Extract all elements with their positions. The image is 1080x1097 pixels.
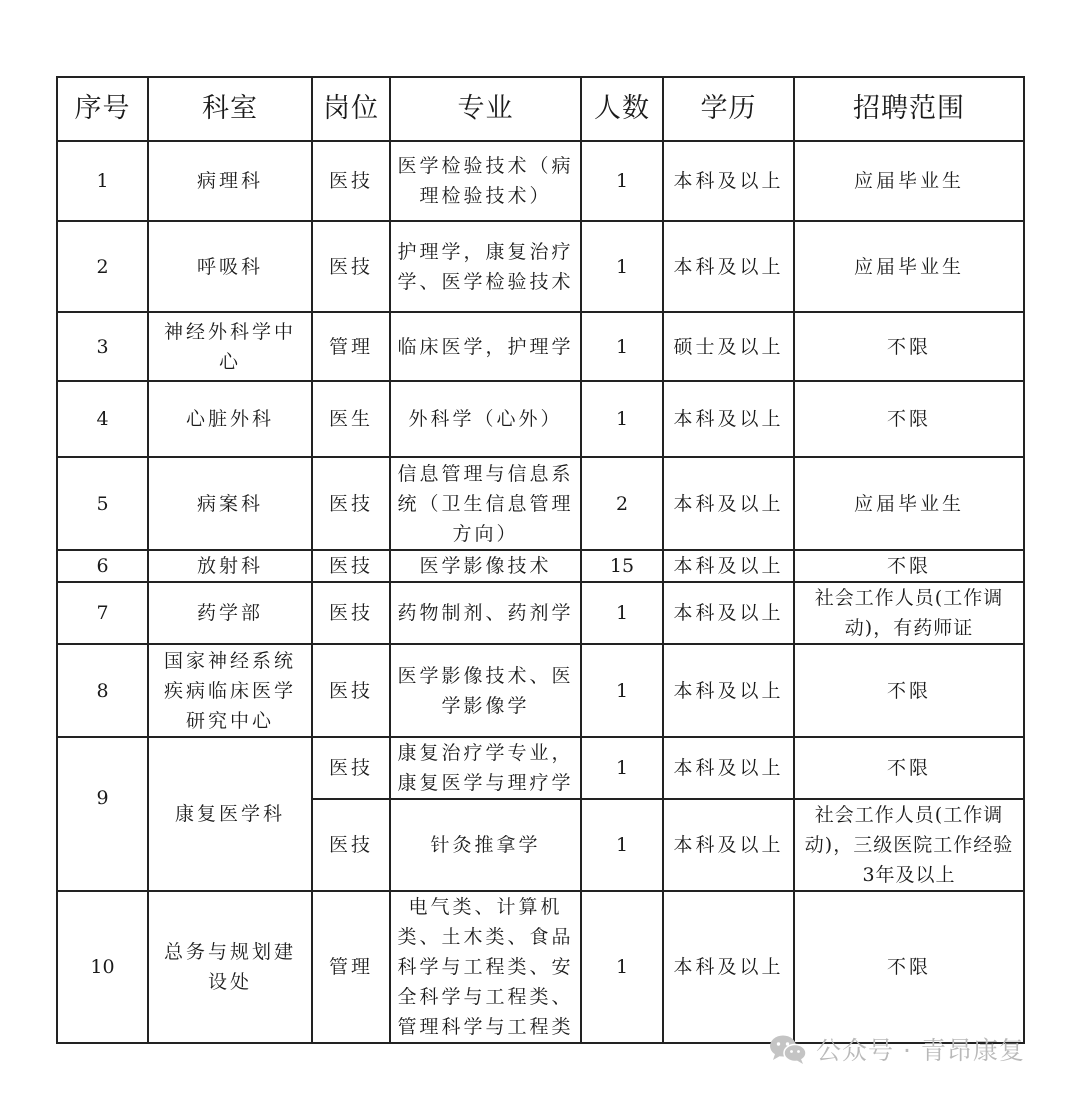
cell-major: 护理学，康复治疗学、医学检验技术 <box>390 221 581 312</box>
cell-post: 医技 <box>312 737 390 799</box>
cell-count: 1 <box>581 891 663 1043</box>
cell-scope: 不限 <box>794 644 1024 737</box>
table-row <box>57 457 1024 550</box>
cell-edu: 本科及以上 <box>663 221 794 312</box>
watermark-text: 公众号 · 青昂康复 <box>816 1036 1025 1065</box>
cell-post: 管理 <box>312 891 390 1043</box>
cell-edu: 本科及以上 <box>663 644 794 737</box>
header-seq: 序号 <box>57 77 148 141</box>
cell-edu: 硕士及以上 <box>663 312 794 381</box>
header-major: 专业 <box>390 77 581 141</box>
cell-edu: 本科及以上 <box>663 381 794 457</box>
cell-seq: 1 <box>57 141 148 221</box>
cell-edu: 本科及以上 <box>663 457 794 550</box>
cell-dept: 心脏外科 <box>148 381 312 457</box>
cell-post: 医技 <box>312 457 390 550</box>
cell-count: 1 <box>581 312 663 381</box>
cell-dept: 放射科 <box>148 550 312 582</box>
cell-seq: 9 <box>57 737 148 891</box>
cell-edu: 本科及以上 <box>663 141 794 221</box>
cell-dept: 病理科 <box>148 141 312 221</box>
cell-dept: 药学部 <box>148 582 312 644</box>
cell-post: 医技 <box>312 644 390 737</box>
cell-seq: 2 <box>57 221 148 312</box>
cell-count: 1 <box>581 737 663 799</box>
cell-post: 医技 <box>312 221 390 312</box>
header-scope: 招聘范围 <box>794 77 1024 141</box>
table-row <box>57 312 1024 381</box>
header-dept: 科室 <box>148 77 312 141</box>
cell-scope: 不限 <box>794 381 1024 457</box>
cell-post: 医技 <box>312 550 390 582</box>
cell-major: 电气类、计算机类、土木类、食品科学与工程类、安全科学与工程类、管理科学与工程类 <box>390 891 581 1043</box>
cell-major: 外科学（心外） <box>390 381 581 457</box>
cell-post: 医技 <box>312 799 390 891</box>
header-post: 岗位 <box>312 77 390 141</box>
table-row <box>57 550 1024 582</box>
cell-count: 15 <box>581 550 663 582</box>
cell-major: 药物制剂、药剂学 <box>390 582 581 644</box>
cell-post: 管理 <box>312 312 390 381</box>
cell-post: 医生 <box>312 381 390 457</box>
cell-dept: 康复医学科 <box>148 737 312 891</box>
cell-dept: 呼吸科 <box>148 221 312 312</box>
header-edu: 学历 <box>663 77 794 141</box>
cell-post: 医技 <box>312 141 390 221</box>
cell-scope: 应届毕业生 <box>794 221 1024 312</box>
cell-count: 1 <box>581 381 663 457</box>
cell-edu: 本科及以上 <box>663 891 794 1043</box>
cell-major: 医学影像技术 <box>390 550 581 582</box>
cell-edu: 本科及以上 <box>663 550 794 582</box>
cell-edu: 本科及以上 <box>663 737 794 799</box>
cell-seq: 4 <box>57 381 148 457</box>
cell-count: 1 <box>581 644 663 737</box>
cell-scope: 社会工作人员(工作调动)，有药师证 <box>794 582 1024 644</box>
table-row <box>57 737 1024 799</box>
cell-dept: 神经外科学中心 <box>148 312 312 381</box>
cell-dept: 国家神经系统疾病临床医学研究中心 <box>148 644 312 737</box>
cell-major: 针灸推拿学 <box>390 799 581 891</box>
cell-seq: 6 <box>57 550 148 582</box>
table-row <box>57 381 1024 457</box>
wechat-icon <box>768 1033 808 1065</box>
table-row <box>57 644 1024 737</box>
cell-seq: 8 <box>57 644 148 737</box>
cell-seq: 10 <box>57 891 148 1043</box>
watermark <box>768 1032 1025 1066</box>
cell-scope: 应届毕业生 <box>794 457 1024 550</box>
cell-seq: 7 <box>57 582 148 644</box>
cell-scope: 不限 <box>794 550 1024 582</box>
header-row <box>57 77 1024 141</box>
cell-major: 临床医学，护理学 <box>390 312 581 381</box>
table-row <box>57 891 1024 1043</box>
table-row <box>57 141 1024 221</box>
cell-seq: 3 <box>57 312 148 381</box>
header-count: 人数 <box>581 77 663 141</box>
cell-count: 1 <box>581 799 663 891</box>
cell-scope: 社会工作人员(工作调动)，三级医院工作经验3年及以上 <box>794 799 1024 891</box>
cell-edu: 本科及以上 <box>663 582 794 644</box>
cell-scope: 不限 <box>794 891 1024 1043</box>
recruitment-table <box>56 76 1025 1044</box>
cell-count: 1 <box>581 582 663 644</box>
cell-major: 康复治疗学专业，康复医学与理疗学 <box>390 737 581 799</box>
cell-scope: 不限 <box>794 737 1024 799</box>
cell-major: 医学影像技术、医学影像学 <box>390 644 581 737</box>
cell-post: 医技 <box>312 582 390 644</box>
cell-major: 信息管理与信息系统（卫生信息管理方向） <box>390 457 581 550</box>
cell-count: 1 <box>581 141 663 221</box>
cell-scope: 应届毕业生 <box>794 141 1024 221</box>
cell-scope: 不限 <box>794 312 1024 381</box>
cell-dept: 病案科 <box>148 457 312 550</box>
cell-dept: 总务与规划建设处 <box>148 891 312 1043</box>
cell-count: 2 <box>581 457 663 550</box>
cell-count: 1 <box>581 221 663 312</box>
cell-seq: 5 <box>57 457 148 550</box>
cell-major: 医学检验技术（病理检验技术） <box>390 141 581 221</box>
table-row <box>57 221 1024 312</box>
cell-edu: 本科及以上 <box>663 799 794 891</box>
table-row <box>57 582 1024 644</box>
